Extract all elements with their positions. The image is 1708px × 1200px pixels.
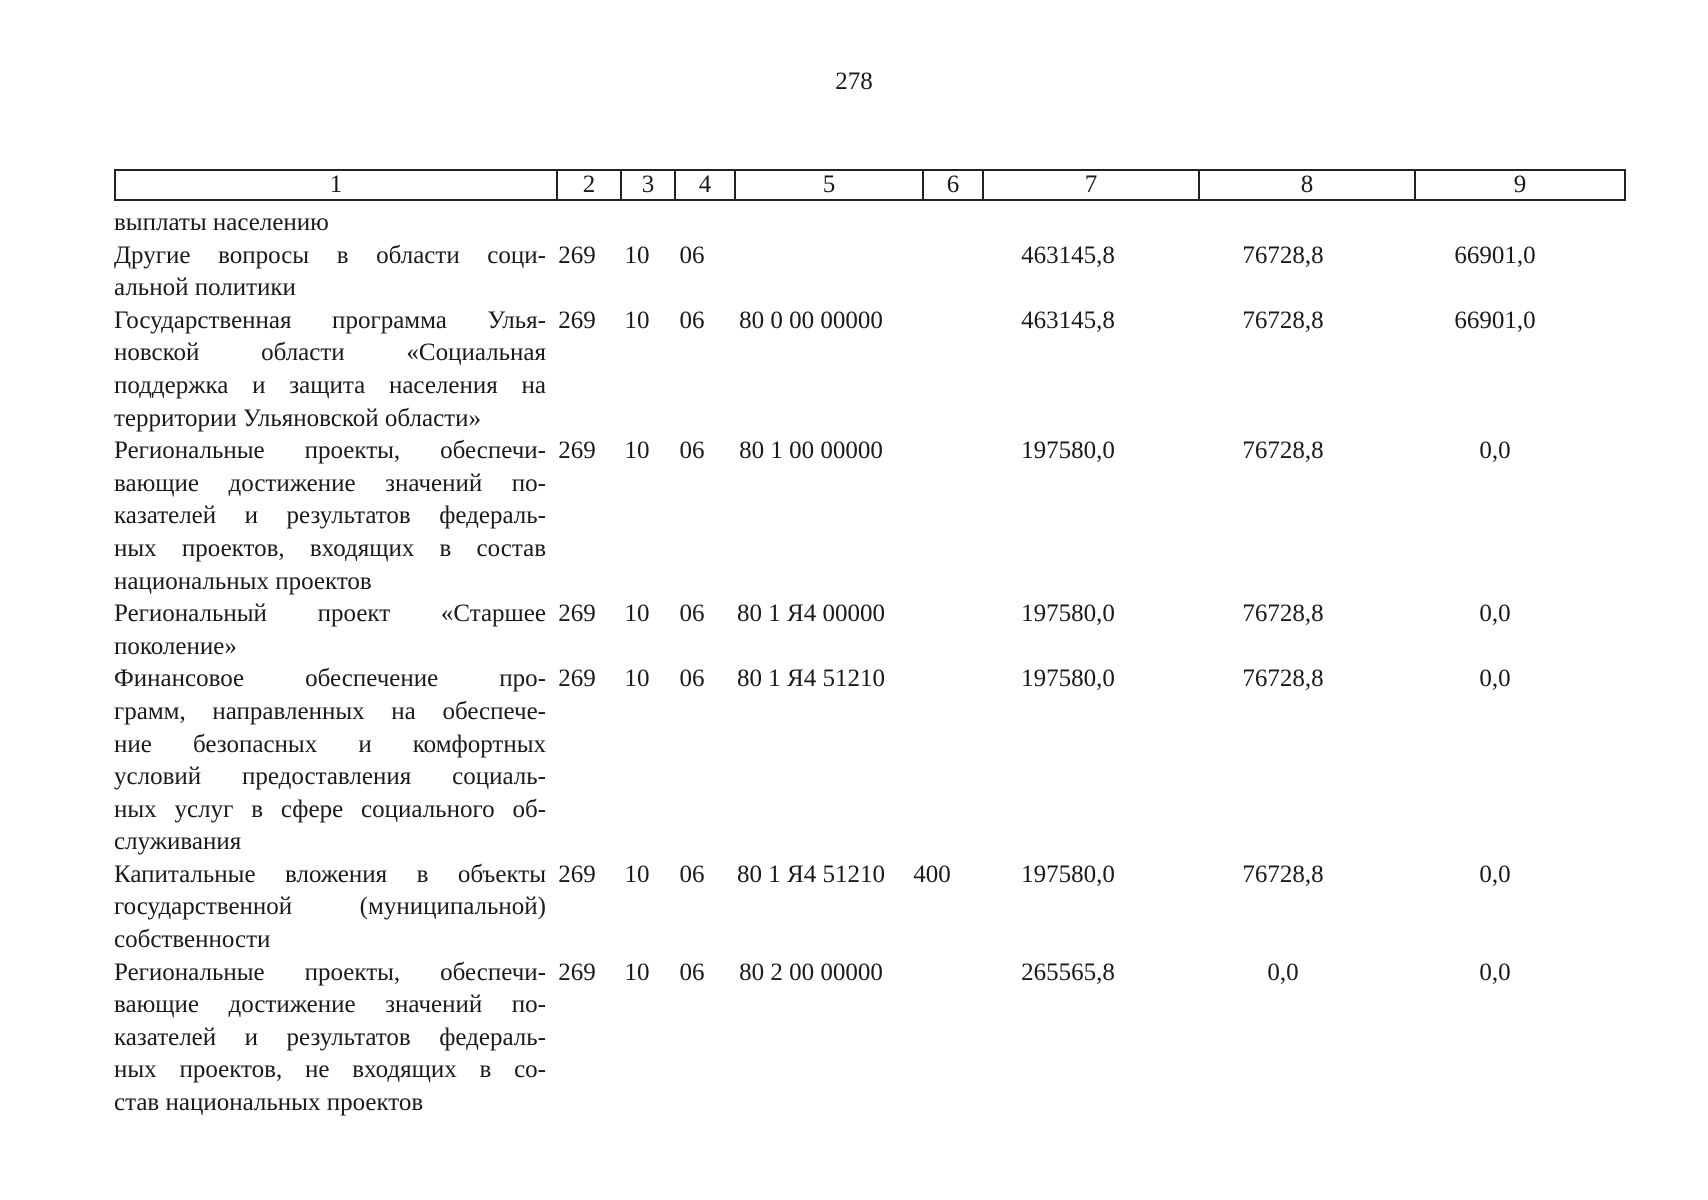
row-name-line: поколение» [114, 632, 237, 660]
row-name [114, 435, 546, 598]
cell-col-5: 80 1 Я4 00000 [737, 600, 885, 628]
row-name-line: Государственная программа Улья- [114, 306, 546, 334]
row-name-line: условий предоставления социаль- [114, 763, 546, 791]
cell-col-2: 269 [558, 665, 596, 693]
cell-col-6: 400 [913, 860, 951, 888]
cell-col-3: 10 [624, 665, 650, 693]
cell-col-2: 269 [558, 437, 596, 465]
cell-col-9: 0,0 [1479, 600, 1511, 628]
row-name-line: ных услуг в сфере социального об- [114, 795, 546, 823]
table-row [114, 207, 1614, 240]
cell-col-7: 463145,8 [1021, 241, 1115, 269]
cell-col-9: 0,0 [1479, 437, 1511, 465]
cell-col-9: 0,0 [1479, 860, 1511, 888]
cell-col-4: 06 [679, 600, 705, 628]
row-name [114, 240, 546, 305]
table-row [114, 240, 1614, 305]
row-name-line: Финансовое обеспечение про- [114, 665, 546, 693]
header-cell-9: 9 [1415, 170, 1625, 200]
cell-col-4: 06 [679, 665, 705, 693]
cell-col-8: 76728,8 [1242, 665, 1324, 693]
cell-col-7: 197580,0 [1021, 860, 1115, 888]
cell-col-2: 269 [558, 958, 596, 986]
table-row [114, 859, 1614, 957]
row-name-line: выплаты населению [114, 209, 329, 236]
row-name-line: казателей и результатов федераль- [114, 1023, 546, 1051]
header-cell-7: 7 [983, 170, 1199, 200]
cell-col-4: 06 [679, 241, 705, 269]
header-row [115, 170, 1625, 200]
row-name-line: вающие достижение значений по- [114, 991, 546, 1019]
row-name-line: государственной (муниципальной) [114, 893, 546, 921]
cell-col-3: 10 [624, 437, 650, 465]
row-name-line: вающие достижение значений по- [114, 469, 546, 497]
cell-col-5: 80 1 Я4 51210 [737, 860, 885, 888]
cell-col-8: 76728,8 [1242, 306, 1324, 334]
row-name-line: собственности [114, 926, 271, 954]
row-name-line: новской области «Социальная [114, 339, 546, 367]
cell-col-3: 10 [624, 958, 650, 986]
cell-col-4: 06 [679, 306, 705, 334]
cell-col-8: 76728,8 [1242, 860, 1324, 888]
row-name-line: поддержка и защита населения на [114, 371, 546, 399]
cell-col-4: 06 [679, 958, 705, 986]
cell-col-3: 10 [624, 241, 650, 269]
cell-col-2: 269 [558, 241, 596, 269]
cell-col-3: 10 [624, 306, 650, 334]
row-name-line: Другие вопросы в области соци- [114, 241, 546, 269]
cell-col-8: 0,0 [1267, 958, 1299, 986]
table-row [114, 663, 1614, 859]
row-name [114, 859, 546, 957]
table-row [114, 957, 1614, 1120]
table-row [114, 305, 1614, 435]
header-cell-4: 4 [675, 170, 735, 200]
row-name-line: Региональные проекты, обеспечи- [114, 437, 546, 465]
row-name-line: альной политики [114, 274, 296, 302]
table-body [114, 207, 1614, 1120]
cell-col-8: 76728,8 [1242, 600, 1324, 628]
header-cell-8: 8 [1199, 170, 1415, 200]
row-name-line: Капитальные вложения в объекты [114, 860, 546, 888]
row-name [114, 957, 546, 1120]
table-header [114, 169, 1626, 201]
row-name [114, 207, 546, 240]
cell-col-7: 197580,0 [1021, 437, 1115, 465]
cell-col-5: 80 1 00 00000 [739, 437, 883, 465]
row-name-line: ных проектов, не входящих в со- [114, 1056, 546, 1084]
table-row [114, 435, 1614, 598]
cell-col-7: 197580,0 [1021, 600, 1115, 628]
row-name-line: казателей и результатов федераль- [114, 502, 546, 530]
cell-col-3: 10 [624, 860, 650, 888]
cell-col-2: 269 [558, 306, 596, 334]
cell-col-7: 265565,8 [1021, 958, 1115, 986]
cell-col-5: 80 1 Я4 51210 [737, 665, 885, 693]
header-cell-2: 2 [557, 170, 621, 200]
row-name-line: национальных проектов [114, 567, 372, 595]
cell-col-5: 80 0 00 00000 [739, 306, 883, 334]
row-name-line: территории Ульяновской области» [114, 404, 481, 432]
cell-col-4: 06 [679, 437, 705, 465]
cell-col-9: 66901,0 [1454, 241, 1536, 269]
table-row [114, 598, 1614, 663]
cell-col-7: 197580,0 [1021, 665, 1115, 693]
row-name-line: Региональные проекты, обеспечи- [114, 958, 546, 986]
row-name-line: ние безопасных и комфортных [114, 730, 546, 758]
cell-col-5: 80 2 00 00000 [739, 958, 883, 986]
header-cell-3: 3 [621, 170, 675, 200]
header-cell-6: 6 [923, 170, 983, 200]
cell-col-8: 76728,8 [1242, 241, 1324, 269]
header-cell-1: 1 [115, 170, 557, 200]
cell-col-9: 66901,0 [1454, 306, 1536, 334]
row-name-line: служивания [114, 828, 242, 856]
cell-col-3: 10 [624, 600, 650, 628]
cell-col-4: 06 [679, 860, 705, 888]
row-name-line: Региональный проект «Старшее [114, 600, 546, 628]
cell-col-8: 76728,8 [1242, 437, 1324, 465]
cell-col-7: 463145,8 [1021, 306, 1115, 334]
row-name-line: став национальных проектов [114, 1089, 424, 1117]
cell-col-2: 269 [558, 860, 596, 888]
cell-col-2: 269 [558, 600, 596, 628]
page-number: 278 [835, 68, 873, 95]
row-name-line: грамм, направленных на обеспече- [114, 697, 546, 725]
cell-col-9: 0,0 [1479, 665, 1511, 693]
row-name [114, 663, 546, 859]
row-name [114, 305, 546, 435]
header-cell-5: 5 [735, 170, 923, 200]
cell-col-9: 0,0 [1479, 958, 1511, 986]
row-name [114, 598, 546, 663]
row-name-line: ных проектов, входящих в состав [114, 534, 546, 562]
